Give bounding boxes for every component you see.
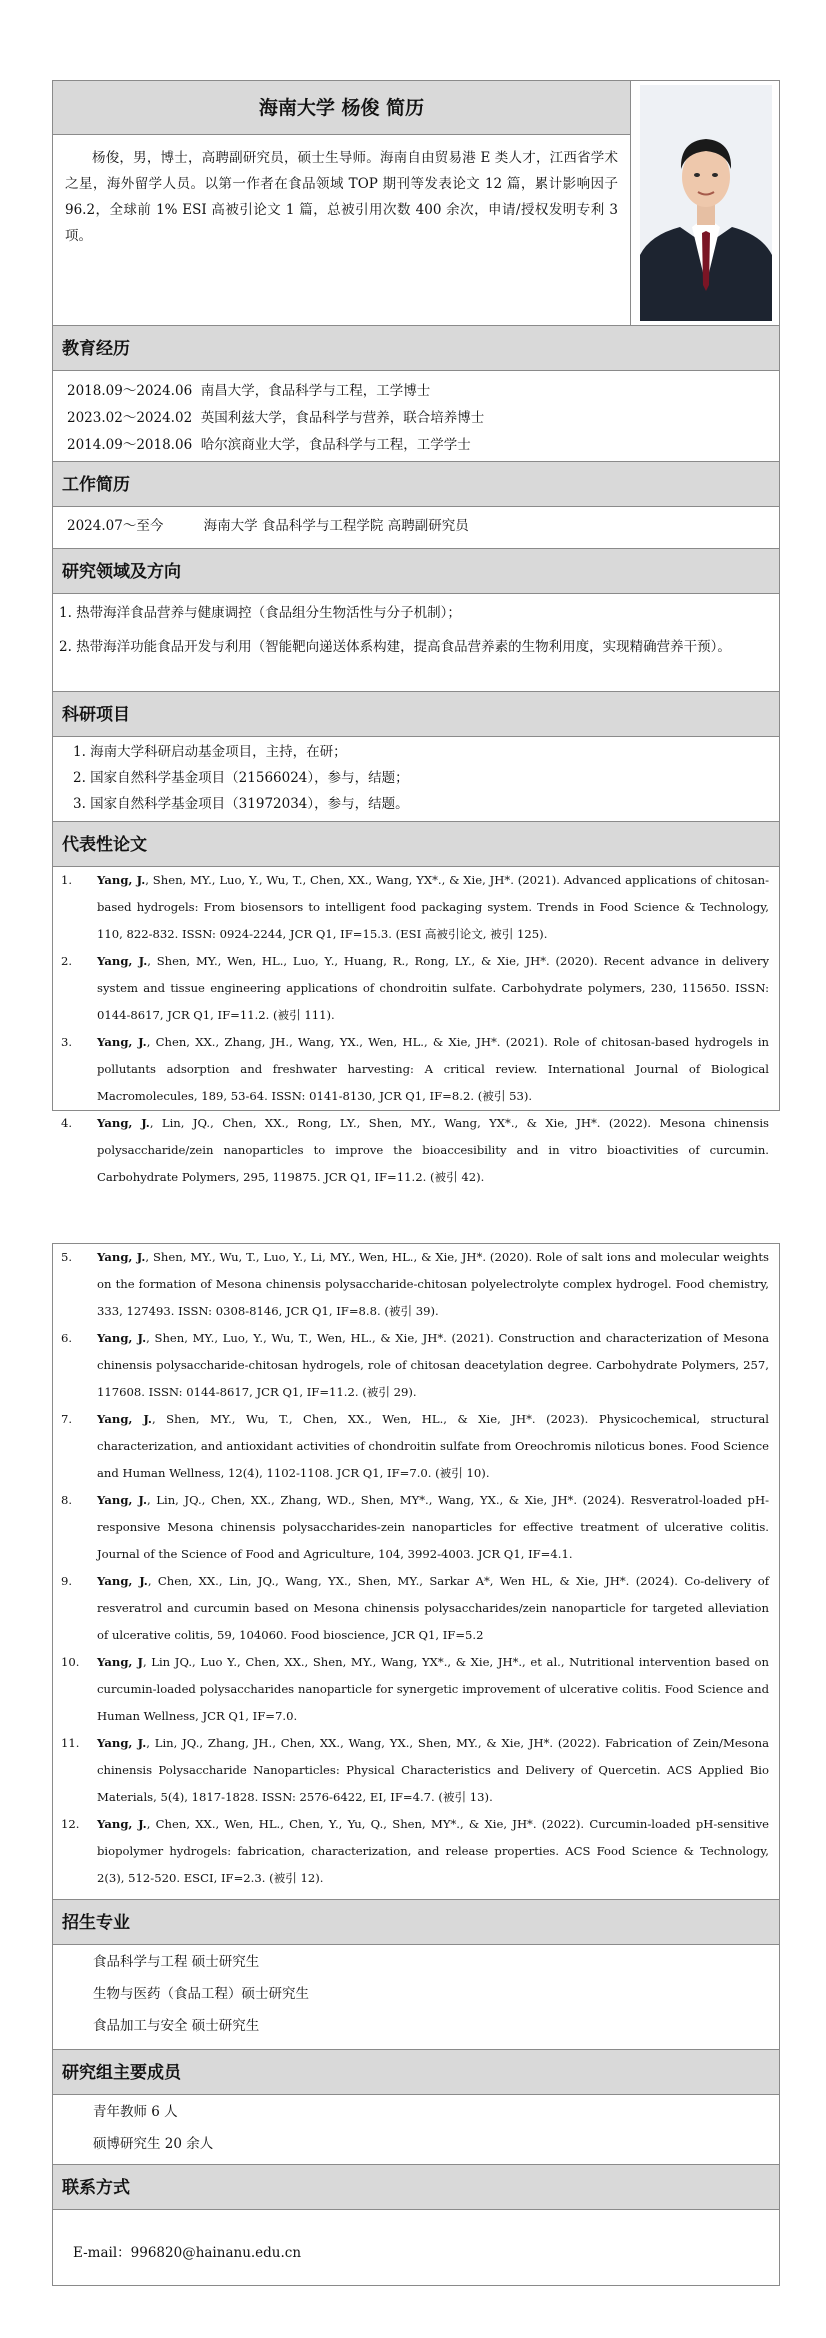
paper-lead-author: Yang, J. [97, 1116, 150, 1130]
paper-lead-author: Yang, J. [97, 1331, 147, 1345]
paper-lead-author: Yang, J. [97, 1250, 146, 1264]
paper-citation [97, 1325, 769, 1406]
paper-lead-author: Yang, J. [97, 1412, 152, 1426]
paper-item [53, 1110, 779, 1191]
paper-list-page-1 [53, 867, 779, 1191]
research-item: 2. 热带海洋功能食品开发与利用（智能靶向递送体系构建，提高食品营养素的生物利用度，实现精确营养干预）。 [59, 639, 731, 655]
paper-item [53, 1568, 779, 1649]
paper-rest: , Lin, JQ., Chen, XX., Rong, LY., Shen, MY., Wang, YX*., & Xie, JH*. (2022). Mesona chinensis polysaccharide/zein nanoparticles to improve the bioaccesibility and in vitro bioactivities of curcumin. Carbohydrate Polymers, 295, 119875. JCR Q1, IF=11.2. (被引 42). [97, 1116, 769, 1184]
paper-lead-author: Yang, J. [97, 873, 146, 887]
major-item: 生物与医药（食品工程）硕士研究生 [93, 1986, 309, 2002]
resume-title: 海南大学 杨俊 简历 [53, 81, 631, 135]
paper-citation [97, 1487, 769, 1568]
paper-rest: , Chen, XX., Lin, JQ., Wang, YX., Shen, MY., Sarkar A*, Wen HL, & Xie, JH*. (2024). Co-delivery of resveratrol and curcumin based on Mesona chinensis polysaccharides/zein nanoparticle for targeted alleviation of ulcerative colitis, 59, 104060. Food bioscience, JCR Q1, IF=5.2 [97, 1574, 769, 1642]
section-heading-projects: 科研项目 [53, 691, 779, 737]
major-list [53, 1951, 779, 2047]
paper-item [53, 948, 779, 1029]
section-heading-members: 研究组主要成员 [53, 2049, 779, 2095]
paper-lead-author: Yang, J. [97, 1817, 147, 1831]
section-heading-contact: 联系方式 [53, 2164, 779, 2210]
paper-number: 5. [61, 1250, 73, 1264]
education-item [53, 404, 779, 431]
paper-number: 8. [61, 1493, 73, 1507]
profile-photo [640, 85, 772, 321]
paper-number: 4. [61, 1116, 73, 1130]
research-list [59, 602, 773, 658]
paper-rest: , Chen, XX., Zhang, JH., Wang, YX., Wen, HL., & Xie, JH*. (2021). Role of chitosan-based hydrogels in pollutants adsorption and freshwater harvesting: A critical review. International Journal of Biological Macromolecules, 189, 53-64. ISSN: 0141-8130, JCR Q1, IF=8.2. (被引 53). [97, 1035, 770, 1103]
work-item [67, 515, 469, 537]
contact-email-line [73, 2242, 301, 2264]
paper-rest: , Lin, JQ., Chen, XX., Zhang, WD., Shen, MY*., Wang, YX., & Xie, JH*. (2024). Resveratrol‐loaded pH‐responsive Mesona chinensis polysaccharides‐zein nanoparticles for effective treatment of ulcerative colitis. Journal of the Science of Food and Agriculture, 104, 3992-4003. JCR Q1, IF=4.1. [97, 1493, 769, 1561]
paper-rest: , Lin JQ., Luo Y., Chen, XX., Shen, MY., Wang, YX*., & Xie, JH*., et al., Nutritional intervention based on curcumin-loaded polysaccharides nanoparticle for synergetic improvement of ulcerative colitis. Food Science and Human Wellness, JCR Q1, IF=7.0. [97, 1655, 770, 1723]
paper-list-page-2 [53, 1244, 779, 1892]
education-period: 2023.02～2024.02 [67, 409, 193, 426]
education-item [53, 377, 779, 404]
section-heading-majors: 招生专业 [53, 1899, 779, 1945]
paper-citation [97, 1406, 769, 1487]
section-heading-education: 教育经历 [53, 325, 779, 371]
major-item: 食品科学与工程 硕士研究生 [93, 1954, 260, 1970]
section-heading-papers: 代表性论文 [53, 821, 779, 867]
education-period: 2014.09～2018.06 [67, 436, 193, 453]
paper-rest: , Lin, JQ., Zhang, JH., Chen, XX., Wang, YX., Shen, MY., & Xie, JH*. (2022). Fabrication of Zein/Mesona chinensis Polysaccharide Nanoparticles: Physical Characteristics and Delivery of Quercetin. ACS Applied Bio Materials, 5(4), 1817-1828. ISSN: 2576-6422, EI, IF=4.7. (被引 13). [97, 1736, 769, 1804]
paper-rest: , Shen, MY., Wen, HL., Luo, Y., Huang, R., Rong, LY., & Xie, JH*. (2020). Recent advance in delivery system and tissue engineering applications of chondroitin sulfate. Carbohydrate polymers, 230, 115650. ISSN: 0144-8617, JCR Q1, IF=11.2. (被引 111). [97, 954, 769, 1022]
paper-lead-author: Yang, J [97, 1655, 143, 1669]
member-list [53, 2101, 779, 2165]
paper-item [53, 1487, 779, 1568]
paper-rest: , Chen, XX., Wen, HL., Chen, Y., Yu, Q., Shen, MY*., & Xie, JH*. (2022). Curcumin-loaded pH-sensitive biopolymer hydrogels: fabrication, characterization, and release properties. ACS Food Science & Technology, 2(3), 512-520. ESCI, IF=2.3. (被引 12). [97, 1817, 769, 1885]
project-item: 3. 国家自然科学基金项目（31972034），参与，结题。 [73, 796, 409, 812]
paper-citation [97, 1568, 769, 1649]
paper-item [53, 867, 779, 948]
paper-number: 11. [61, 1736, 80, 1750]
resume-page-2 [52, 1243, 780, 2286]
section-heading-work: 工作简历 [53, 461, 779, 507]
paper-citation [97, 1244, 769, 1325]
paper-citation [97, 867, 769, 948]
education-detail: 南昌大学，食品科学与工程，工学博士 [200, 382, 431, 399]
paper-lead-author: Yang, J. [97, 1035, 147, 1049]
paper-item [53, 1649, 779, 1730]
paper-item [53, 1406, 779, 1487]
paper-rest: , Shen, MY., Wu, T., Chen, XX., Wen, HL., & Xie, JH*. (2023). Physicochemical, structural characterization, and antioxidant activities of chondroitin sulfate from Oreochromis niloticus bones. Food Science and Human Wellness, 12(4), 1102-1108. JCR Q1, IF=7.0. (被引 10). [97, 1412, 769, 1480]
email-address[interactable]: 996820@hainanu.edu.cn [130, 2245, 302, 2261]
education-detail: 英国利兹大学，食品科学与营养，联合培养博士 [200, 409, 485, 426]
paper-number: 1. [61, 873, 73, 887]
project-item: 2. 国家自然科学基金项目（21566024），参与，结题； [73, 770, 409, 786]
intro-paragraph: 杨俊，男，博士，高聘副研究员，硕士生导师。海南自由贸易港 E 类人才，江西省学术之星，海外留学人员。以第一作者在食品领域 TOP 期刊等发表论文 12 篇，累计影响因子 96.2，全球前 1% ESI 高被引论文 1 篇，总被引用次数 400 余次，申请/授权发明专利 3 项。 [53, 135, 631, 325]
paper-lead-author: Yang, J. [97, 1574, 148, 1588]
paper-citation [97, 1811, 769, 1892]
paper-citation [97, 948, 769, 1029]
education-period: 2018.09～2024.06 [67, 382, 193, 399]
paper-citation [97, 1110, 769, 1191]
member-item: 青年教师 6 人 [93, 2104, 178, 2120]
paper-rest: , Shen, MY., Luo, Y., Wu, T., Wen, HL., & Xie, JH*. (2021). Construction and characterization of Mesona chinensis polysaccharide-chitosan hydrogels, role of chitosan deacetylation degree. Carbohydrate Polymers, 257, 117608. ISSN: 0144-8617, JCR Q1, IF=11.2. (被引 29). [97, 1331, 769, 1399]
major-item: 食品加工与安全 硕士研究生 [93, 2018, 260, 2034]
resume-page-1 [52, 80, 780, 1184]
paper-rest: , Shen, MY., Wu, T., Luo, Y., Li, MY., Wen, HL., & Xie, JH*. (2020). Role of salt ions and molecular weights on the formation of Mesona chinensis polysaccharide-chitosan polyelectrolyte complex hydrogel. Food chemistry, 333, 127493. ISSN: 0308-8146, JCR Q1, IF=8.8. (被引 39). [97, 1250, 769, 1318]
education-detail: 哈尔滨商业大学，食品科学与工程，工学学士 [200, 436, 471, 453]
paper-citation [97, 1730, 769, 1811]
work-period: 2024.07～至今 [67, 518, 164, 534]
paper-citation [97, 1029, 769, 1110]
section-heading-research: 研究领域及方向 [53, 548, 779, 594]
paper-number: 3. [61, 1035, 73, 1049]
education-list [53, 377, 779, 458]
paper-item [53, 1811, 779, 1892]
paper-number: 6. [61, 1331, 73, 1345]
work-detail: 海南大学 食品科学与工程学院 高聘副研究员 [203, 518, 469, 534]
member-item: 硕博研究生 20 余人 [93, 2136, 214, 2152]
paper-lead-author: Yang, J. [97, 954, 148, 968]
paper-citation [97, 1649, 769, 1730]
project-list [73, 741, 773, 819]
email-label: E-mail： [73, 2245, 131, 2261]
paper-number: 10. [61, 1655, 80, 1669]
paper-number: 7. [61, 1412, 73, 1426]
paper-item [53, 1730, 779, 1811]
paper-number: 9. [61, 1574, 73, 1588]
paper-item [53, 1029, 779, 1110]
paper-item [53, 1325, 779, 1406]
paper-item [53, 1244, 779, 1325]
paper-rest: , Shen, MY., Luo, Y., Wu, T., Chen, XX., Wang, YX*., & Xie, JH*. (2021). Advanced applications of chitosan-based hydrogels: From biosensors to intelligent food packaging system. Trends in Food Science & Technology, 110, 822-832. ISSN: 0924-2244, JCR Q1, IF=15.3. (ESI 高被引论文, 被引 125). [97, 873, 769, 941]
paper-number: 2. [61, 954, 73, 968]
paper-lead-author: Yang, J. [97, 1736, 147, 1750]
project-item: 1. 海南大学科研启动基金项目，主持，在研； [73, 744, 347, 760]
education-item [53, 431, 779, 458]
paper-number: 12. [61, 1817, 80, 1831]
research-item: 1. 热带海洋食品营养与健康调控（食品组分生物活性与分子机制）； [59, 605, 461, 621]
paper-lead-author: Yang, J. [97, 1493, 148, 1507]
